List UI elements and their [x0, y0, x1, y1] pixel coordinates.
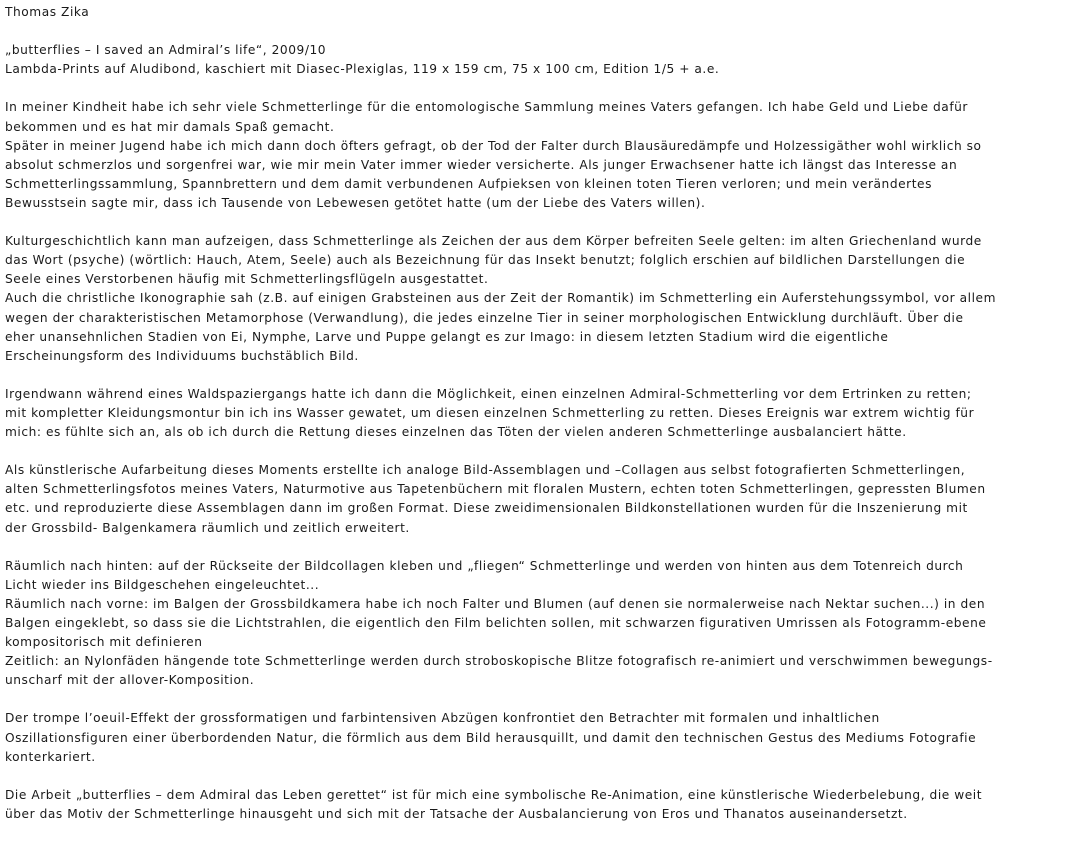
text-line: etc. und reproduzierte diese Assemblagen dann im großen Format. Diese zweidimensionalen Bildkonstellationen wurden für die Inszenierung mit	[5, 501, 968, 516]
text-line: Licht wieder ins Bildgeschehen eingeleuchtet...	[5, 577, 320, 592]
text-line: wegen der charakteristischen Metamorphose (Verwandlung), die jedes einzelne Tier in seiner morphologischen Entwicklung durchläuft. Über die	[5, 310, 964, 325]
text-line: Balgen eingeklebt, so dass sie die Lichtstrahlen, die eigentlich den Film belichten sollen, mit schwarzen figurativen Umrissen als Fotogramm-ebene	[5, 616, 987, 630]
text-body	[5, 98, 1085, 824]
text-line: Schmetterlingssammlung, Spannbrettern und dem damit verbundenen Aufpieksen von kleinen toten Tieren verloren; und mein verändertes	[5, 176, 932, 191]
text-line: das Wort (psyche) (wörtlich: Hauch, Atem, Seele) auch als Bezeichnung für das Insekt benutzt; folglich erschien auf bildlichen Darstellungen die	[5, 253, 966, 268]
text-line: Oszillationsfiguren einer überbordenden Natur, die förmlich aus dem Bild herausquillt, und damit den technischen Gestus des Mediums Fotografie	[5, 730, 977, 745]
paragraph	[5, 461, 1085, 537]
text-line: Auch die christliche Ikonographie sah (z.B. auf einigen Grabsteinen aus der Zeit der Romantik) im Schmetterling ein Auferstehungssymbol, vor allem	[5, 291, 997, 306]
text-line: Der trompe l’oeuil-Effekt der grossformatigen und farbintensiven Abzügen konfrontiet den Betrachter mit formalen und inhaltlichen	[5, 711, 880, 726]
text-line: Räumlich nach vorne: im Balgen der Grossbildkamera habe ich noch Falter und Blumen (auf denen sie normalerweise nach Nektar suchen...) in den	[5, 596, 986, 611]
text-line: Bewusstsein sagte mir, dass ich Tausende von Lebewesen getötet hatte (um der Liebe des Vaters willen).	[5, 195, 706, 210]
text-line: Seele eines Verstorbenen häufig mit Schmetterlingsflügeln ausgestattet.	[5, 272, 489, 287]
text-line: der Grossbild- Balgenkamera räumlich und zeitlich erweitert.	[5, 520, 410, 535]
text-line: Als künstlerische Aufarbeitung dieses Moments erstellte ich analoge Bild-Assemblagen und –Collagen aus selbst fotografierten Schmetterlingen,	[5, 463, 966, 478]
text-line: bekommen und es hat mir damals Spaß gemacht.	[5, 119, 335, 134]
text-line: absolut schmerzlos und sorgenfrei war, wie mir mein Vater immer wieder versicherte. Als junger Erwachsener hatte ich längst das Interesse an	[5, 157, 958, 172]
text-line: Räumlich nach hinten: auf der Rückseite der Bildcollagen kleben und „fliegen“ Schmetterlinge und werden von hinten aus dem Totenreich durch	[5, 558, 964, 573]
work-details: Lambda-Prints auf Aludibond, kaschiert mit Diasec-Plexiglas, 119 x 159 cm, 75 x 100 cm, Edition 1/5 + a.e.	[5, 62, 720, 77]
text-line: In meiner Kindheit habe ich sehr viele Schmetterlinge für die entomologische Sammlung meines Vaters gefangen. Ich habe Geld und Liebe dafür	[5, 100, 968, 115]
text-line: Irgendwann während eines Waldspaziergangs hatte ich dann die Möglichkeit, einen einzelnen Admiral-Schmetterling vor dem Ertrinken zu retten;	[5, 386, 972, 401]
text-line: unscharf mit der allover-Komposition.	[5, 673, 255, 688]
paragraph	[5, 98, 1085, 213]
paragraph	[5, 385, 1085, 442]
document-page	[5, 3, 1085, 843]
paragraph	[5, 232, 1085, 366]
text-line: Kulturgeschichtlich kann man aufzeigen, dass Schmetterlinge als Zeichen der aus dem Körper befreiten Seele gelten: im alten Griechenland wurde	[5, 234, 982, 249]
author-block	[5, 3, 1085, 22]
text-line: alten Schmetterlingsfotos meines Vaters, Naturmotive aus Tapetenbüchern mit floralen Mustern, echten toten Schmetterlingen, gepressten Blumen	[5, 482, 986, 497]
author-name: Thomas Zika	[5, 5, 90, 19]
text-line: Zeitlich: an Nylonfäden hängende tote Schmetterlinge werden durch stroboskopische Blitze fotografisch re-animiert und verschwimmen bewegungs-	[5, 654, 993, 669]
paragraph	[5, 557, 1085, 691]
work-title: „butterflies – I saved an Admiral’s life“, 2009/10	[5, 43, 327, 58]
paragraph	[5, 709, 1085, 766]
text-line: kompositorisch mit definieren	[5, 635, 203, 650]
text-line: eher unansehnlichen Stadien von Ei, Nymphe, Larve und Puppe gelangt es zur Imago: in diesem letzten Stadium wird die eigentliche	[5, 329, 889, 344]
text-line: Später in meiner Jugend habe ich mich dann doch öfters gefragt, ob der Tod der Falter durch Blausäuredämpfe und Holzessigäther wohl wirklich so	[5, 138, 982, 153]
text-line: mit kompletter Kleidungsmontur bin ich ins Wasser gewatet, um diesen einzelnen Schmetterling zu retten. Dieses Ereignis war extrem wichtig für	[5, 405, 975, 420]
paragraph	[5, 786, 1085, 824]
text-line: Die Arbeit „butterflies – dem Admiral das Leben gerettet“ ist für mich eine symbolische Re-Animation, eine künstlerische Wiederbelebung, die weit	[5, 787, 983, 802]
work-info	[5, 41, 1085, 79]
text-line: mich: es fühlte sich an, als ob ich durch die Rettung dieses einzelnen das Töten der vielen anderen Schmetterlinge ausbalanciert hätte.	[5, 425, 907, 440]
text-line: konterkariert.	[5, 749, 96, 764]
text-line: über das Motiv der Schmetterlinge hinausgeht und sich mit der Tatsache der Ausbalancierung von Eros und Thanatos auseinandersetzt.	[5, 806, 908, 821]
text-line: Erscheinungsform des Individuums buchstäblich Bild.	[5, 348, 359, 363]
